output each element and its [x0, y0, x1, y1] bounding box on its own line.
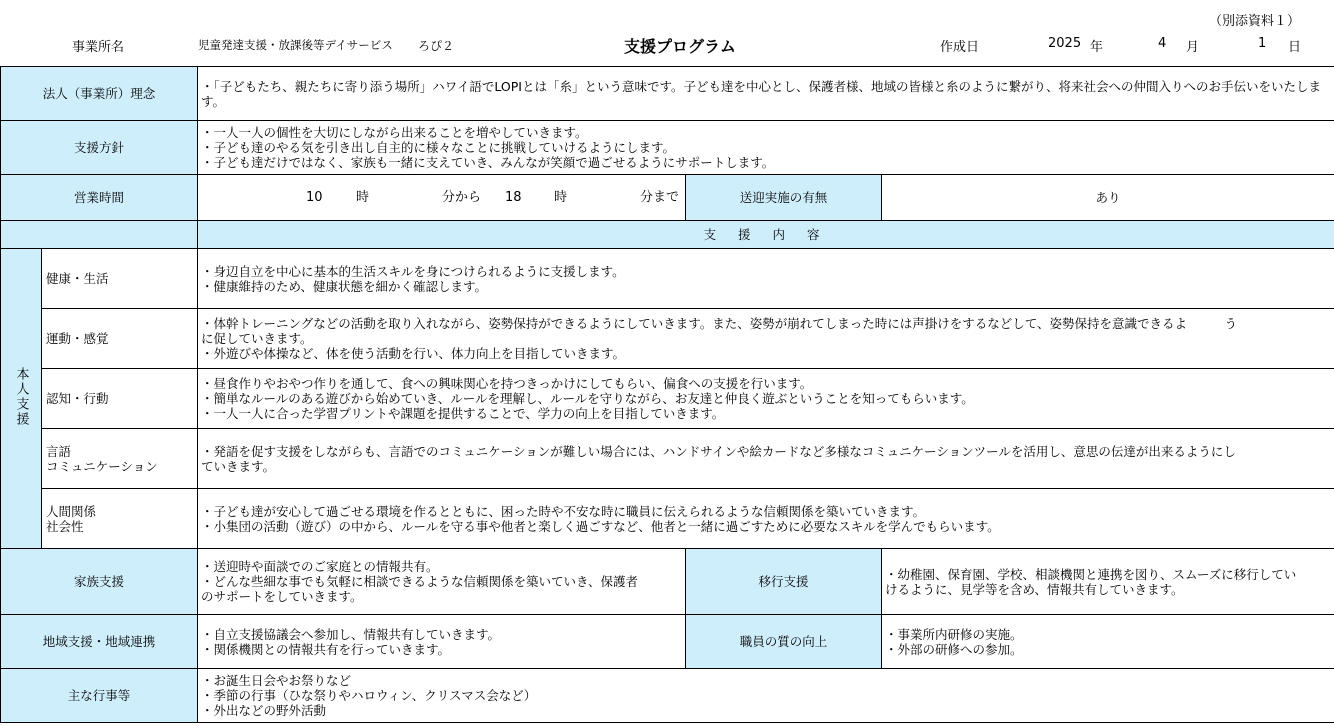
language-communication-line: ていきます。 [201, 458, 276, 474]
start-hour-unit: 時 [356, 189, 370, 205]
philosophy-label: 法人（事業所）理念 [1, 67, 198, 121]
individual-support-row [1, 249, 1334, 309]
policy-line: ・子ども達だけではなく、家族も一緒に支えていき、みんなが笑顔で過ごせるようにサポートします。 [201, 155, 775, 170]
family-support-text [198, 549, 686, 615]
service-type: 児童発達支援・放課後等デイサービス [198, 38, 393, 52]
facility-name: ろぴ２ [418, 39, 455, 53]
language-communication-text [198, 429, 1334, 489]
relationships-social-label-line: 人間関係 [46, 503, 97, 519]
support-content-header: 支 援 内 容 [198, 221, 1334, 249]
individual-support-row [1, 429, 1334, 489]
from-text: 分から [442, 189, 482, 205]
office-name-label: 事業所名 [72, 40, 125, 55]
staff-quality-label: 職員の質の向上 [686, 615, 882, 669]
created-day: 1 [1258, 36, 1267, 51]
hours-row [1, 175, 1334, 221]
business-hours-label: 営業時間 [1, 175, 198, 221]
motor-sensory-text [198, 309, 1334, 369]
policy-row [1, 121, 1334, 175]
events-line: ・季節の行事（ひな祭りやハロウィン、クリスマス会など） [201, 688, 537, 703]
individual-support-label-text: 本人支援 [13, 367, 29, 427]
events-label: 主な行事等 [1, 669, 198, 723]
family-support-label: 家族支援 [1, 549, 198, 615]
support-content-header-blank [1, 221, 198, 249]
day-unit: 日 [1288, 40, 1302, 55]
community-support-text [198, 615, 686, 669]
created-month: 4 [1158, 36, 1167, 51]
staff-quality-line: ・外部の研修への参加。 [885, 641, 1023, 657]
motor-sensory-line: に促していきます。 [201, 331, 313, 346]
language-communication-line: ・発語を促す支援をしながらも、言語でのコミュニケーションが難しい場合には、ハンドサインや絵カードなど多様なコミュニケーションツールを活用し、意思の伝達が出来るようにし [201, 443, 1236, 459]
language-communication-label [42, 429, 198, 489]
end-hour: 18 [505, 189, 522, 205]
health-life-line: ・健康維持のため、健康状態を細かく確認します。 [201, 278, 488, 294]
policy-line: ・子ども達のやる気を引き出し自主的に様々なことに挑戦していけるようにします。 [201, 140, 676, 155]
philosophy-text [198, 67, 1334, 121]
individual-support-label [1, 249, 42, 549]
policy-line: ・一人一人の個性を大切にしながら出来ることを増やしていきます。 [201, 125, 588, 140]
transition-support-line: ・幼稚園、保育園、学校、相談機関と連携を図り、スムーズに移行してい [885, 566, 1297, 582]
staff-quality-text [882, 615, 1334, 669]
family-support-line: ・送迎時や面談でのご家庭との情報共有。 [201, 559, 439, 574]
cognition-behavior-label: 認知・行動 [42, 369, 198, 429]
relationships-social-text [198, 489, 1334, 549]
events-line: ・お誕生日会やお祭りなど [201, 673, 352, 688]
created-date-label: 作成日 [940, 40, 980, 55]
community-support-line: ・自立支援協議会へ参加し、情報共有していきます。 [201, 626, 501, 642]
document-header [0, 36, 1334, 58]
philosophy-row [1, 67, 1334, 121]
philosophy-text-body: ・「子どもたち、親たちに寄り添う場所」ハワイ語でLOPIとは「糸」という意味です。子ども達を中心とし、保護者様、地域の皆様と糸のように繋がり、将来社会への仲間入りへのお手伝いをいたします。 [201, 78, 1321, 109]
transport-label: 送迎実施の有無 [686, 175, 882, 221]
community-support-line: ・関係機関との情報共有を行っていきます。 [201, 641, 451, 657]
events-row [1, 669, 1334, 723]
to-text: 分まで [640, 189, 680, 205]
motor-sensory-line: ・体幹トレーニングなどの活動を取り入れながら、姿勢保持ができるようにしていきます。また、姿勢が崩れてしまった時には声掛けをするなどして、姿勢保持を意識できるよ う [201, 316, 1238, 331]
cognition-behavior-line: ・簡単なルールのある遊びから始めていき、ルールを理解し、ルールを守りながら、お友達と仲良く遊ぶということを知ってもらいます。 [201, 391, 974, 406]
business-hours-value [198, 175, 686, 221]
family-support-line: ・どんな些細な事でも気軽に相談できるような信頼関係を築いていき、保護者 [201, 574, 639, 589]
created-year: 2025 [1048, 36, 1082, 51]
language-communication-label-line: コミュニケーション [46, 458, 158, 474]
language-communication-label-line: 言語 [46, 443, 72, 459]
relationships-social-line: ・子ども達が安心して過ごせる環境を作るとともに、困った時や不安な時に職員に伝えられるような信頼関係を築いていきます。 [201, 503, 926, 519]
community-support-label: 地域支援・地域連携 [1, 615, 198, 669]
policy-text [198, 121, 1334, 175]
transition-support-label: 移行支援 [686, 549, 882, 615]
events-line: ・外出などの野外活動 [201, 703, 327, 718]
events-text [198, 669, 1334, 723]
transition-support-line: けるように、見学等を含め、情報共有していきます。 [885, 581, 1184, 597]
cognition-behavior-line: ・一人一人に合った学習プリントや課題を提供することで、学力の向上を目指していきます。 [201, 406, 725, 421]
staff-quality-line: ・事業所内研修の実施。 [885, 626, 1023, 642]
cognition-behavior-line: ・昼食作りやおやつ作りを通して、食への興味関心を持つきっかけにしてもらい、偏食への支援を行います。 [201, 376, 813, 391]
family-transition-row [1, 549, 1334, 615]
health-life-text [198, 249, 1334, 309]
year-unit: 年 [1090, 40, 1104, 55]
cognition-behavior-text [198, 369, 1334, 429]
end-hour-unit: 時 [554, 189, 568, 205]
health-life-label: 健康・生活 [42, 249, 198, 309]
family-support-line: のサポートをしていきます。 [201, 589, 363, 604]
health-life-line: ・身辺自立を中心に基本的生活スキルを身につけられるように支援します。 [201, 263, 625, 279]
annex-label: （別添資料１） [1208, 14, 1300, 29]
community-staff-row [1, 615, 1334, 669]
motor-sensory-line: ・外遊びや体操など、体を使う活動を行い、体力向上を目指していきます。 [201, 346, 626, 361]
support-program-table [0, 66, 1334, 723]
relationships-social-line: ・小集団の活動（遊び）の中から、ルールを守る事や他者と楽しく過ごすなど、他者と一緒に過ごすために必要なスキルを学んでもらいます。 [201, 518, 1000, 534]
policy-label: 支援方針 [1, 121, 198, 175]
relationships-social-label [42, 489, 198, 549]
motor-sensory-label: 運動・感覚 [42, 309, 198, 369]
transport-value: あり [882, 175, 1334, 221]
individual-support-row [1, 489, 1334, 549]
relationships-social-label-line: 社会性 [46, 518, 84, 534]
transition-support-text [882, 549, 1334, 615]
individual-support-row [1, 369, 1334, 429]
individual-support-row [1, 309, 1334, 369]
start-hour: 10 [306, 189, 323, 205]
page-title: 支援プログラム [624, 37, 736, 56]
month-unit: 月 [1186, 40, 1200, 55]
support-content-header-row [1, 221, 1334, 249]
